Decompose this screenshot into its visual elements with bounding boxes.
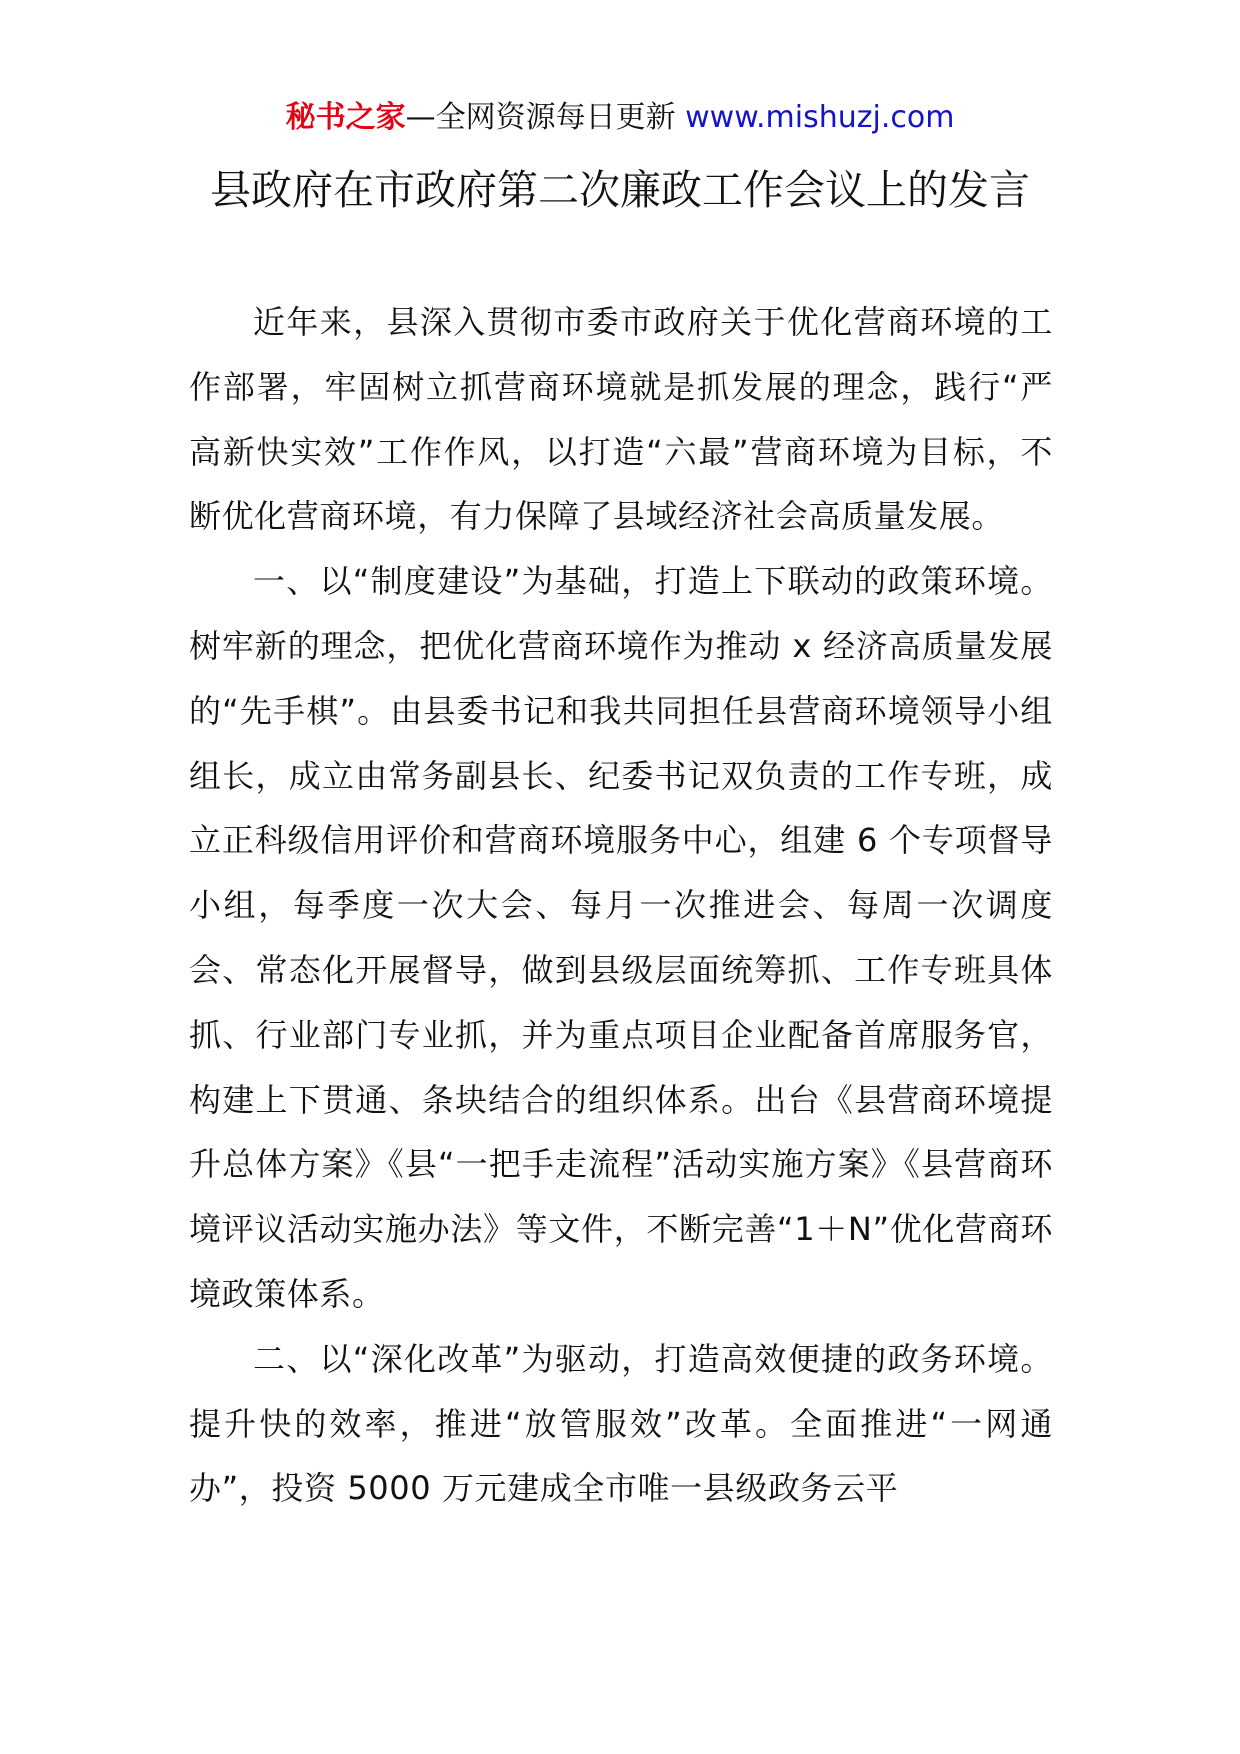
site-header: [0, 96, 1240, 140]
paragraph-section-2: 二、以“深化改革”为驱动，打造高效便捷的政务环境。提升快的效率，推进“放管服效”改革。全面推进“一网通办”，投资 5000 万元建成全市唯一县级政务云平: [189, 1339, 1053, 1508]
site-url-link[interactable]: www.mishuzj.com: [685, 100, 955, 135]
document-title: 县政府在市政府第二次廉政工作会议上的发言: [210, 166, 1030, 214]
site-brand: 秘书之家: [285, 100, 406, 135]
document-body: [189, 290, 1053, 1521]
paragraph-intro: 近年来，县深入贯彻市委市政府关于优化营商环境的工作部署，牢固树立抓营商环境就是抓发展的理念，践行“严高新快实效”工作作风，以打造“六最”营商环境为目标，不断优化营商环境，有力保障了县域经济社会高质量发展。: [189, 303, 1053, 536]
site-slogan: —全网资源每日更新: [405, 100, 686, 135]
paragraph-section-1: 一、以“制度建设”为基础，打造上下联动的政策环境。树牢新的理念，把优化营商环境作为推动 x 经济高质量发展的“先手棋”。由县委书记和我共同担任县营商环境领导小组组长，成立由常务副县长、纪委书记双负责的工作专班，成立正科级信用评价和营商环境服务中心，组建 6 个专项督导小组，每季度一次大会、每月一次推进会、每周一次调度会、常态化开展督导，做到县级层面统筹抓、工作专班具体抓、行业部门专业抓，并为重点项目企业配备首席服务官，构建上下贯通、条块结合的组织体系。出台《县营商环境提升总体方案》《县“一把手走流程”活动实施方案》《县营商环境评议活动实施办法》等文件，不断完善“1＋N”优化营商环境政策体系。: [189, 562, 1053, 1313]
